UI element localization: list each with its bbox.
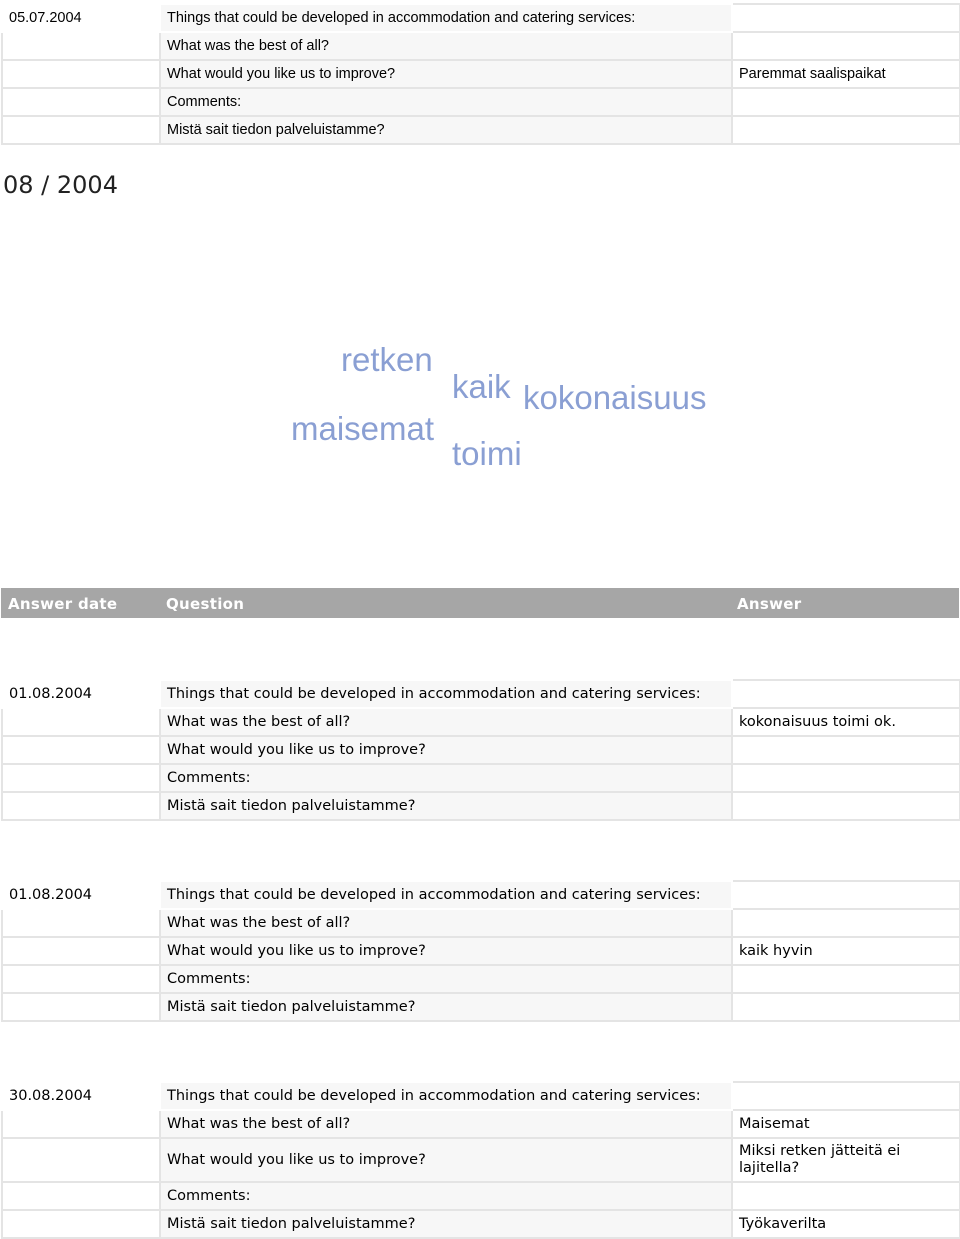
table-row <box>2 4 960 32</box>
word-cloud-word: kaik <box>452 368 511 405</box>
question-cell: Mistä sait tiedon palveluistamme? <box>160 1210 732 1238</box>
empty-cell <box>2 88 160 116</box>
empty-cell <box>2 764 160 792</box>
answer-cell <box>732 764 960 792</box>
table-row <box>2 792 960 820</box>
question-cell: What was the best of all? <box>160 32 732 60</box>
question-cell: Things that could be developed in accommodation and catering services: <box>160 881 732 909</box>
answer-cell: Paremmat saalispaikat <box>732 60 960 88</box>
answer-cell: Maisemat <box>732 1110 960 1138</box>
empty-cell <box>2 1182 160 1210</box>
answer-date: 01.08.2004 <box>2 680 160 708</box>
word-cloud-word: maisemat <box>291 410 435 447</box>
table-row <box>2 116 960 144</box>
answer-cell <box>732 993 960 1021</box>
question-cell: Comments: <box>160 1182 732 1210</box>
answer-block <box>1 679 960 821</box>
table-row <box>2 1082 960 1110</box>
empty-cell <box>2 708 160 736</box>
answer-cell <box>732 680 960 708</box>
empty-cell <box>2 965 160 993</box>
table-row <box>2 764 960 792</box>
question-cell: Things that could be developed in accommodation and catering services: <box>160 4 732 32</box>
empty-cell <box>2 993 160 1021</box>
answer-date: 01.08.2004 <box>2 881 160 909</box>
table-row <box>2 1210 960 1238</box>
empty-cell <box>2 736 160 764</box>
column-header-answer: Answer <box>737 595 802 613</box>
question-cell: What was the best of all? <box>160 708 732 736</box>
table-row <box>2 965 960 993</box>
answer-cell <box>732 909 960 937</box>
empty-cell <box>2 1110 160 1138</box>
empty-cell <box>2 937 160 965</box>
answer-cell <box>732 1182 960 1210</box>
table-row <box>2 680 960 708</box>
answer-date: 05.07.2004 <box>2 4 160 32</box>
question-cell: What was the best of all? <box>160 1110 732 1138</box>
table-row <box>2 32 960 60</box>
question-cell: Mistä sait tiedon palveluistamme? <box>160 116 732 144</box>
question-cell: Things that could be developed in accommodation and catering services: <box>160 680 732 708</box>
table-header <box>1 588 959 618</box>
question-cell: Things that could be developed in accommodation and catering services: <box>160 1082 732 1110</box>
answer-block <box>1 3 960 145</box>
answer-cell <box>732 88 960 116</box>
question-cell: Comments: <box>160 764 732 792</box>
empty-cell <box>2 60 160 88</box>
empty-cell <box>2 1210 160 1238</box>
answer-date: 30.08.2004 <box>2 1082 160 1110</box>
table-row <box>2 88 960 116</box>
answer-cell <box>732 736 960 764</box>
column-header-question: Question <box>166 595 245 613</box>
question-cell: What would you like us to improve? <box>160 60 732 88</box>
table-row <box>2 1138 960 1182</box>
word-cloud-word: retken <box>341 341 433 378</box>
answer-cell <box>732 32 960 60</box>
question-cell: Mistä sait tiedon palveluistamme? <box>160 792 732 820</box>
column-header-date: Answer date <box>8 595 118 613</box>
empty-cell <box>2 909 160 937</box>
question-cell: What would you like us to improve? <box>160 736 732 764</box>
answer-cell: kaik hyvin <box>732 937 960 965</box>
answer-cell: kokonaisuus toimi ok. <box>732 708 960 736</box>
table-row <box>2 881 960 909</box>
table-row <box>2 60 960 88</box>
question-cell: Mistä sait tiedon palveluistamme? <box>160 993 732 1021</box>
question-cell: What would you like us to improve? <box>160 1138 732 1182</box>
table-row <box>2 993 960 1021</box>
month-heading: 08 / 2004 <box>3 171 118 199</box>
answer-cell <box>732 965 960 993</box>
table-row <box>2 1110 960 1138</box>
empty-cell <box>2 32 160 60</box>
table-row <box>2 1182 960 1210</box>
answer-cell <box>732 792 960 820</box>
answer-cell: Työkaverilta <box>732 1210 960 1238</box>
answer-cell <box>732 1082 960 1110</box>
answer-cell: Miksi retken jätteitä ei lajitella? <box>732 1138 960 1182</box>
answer-cell <box>732 4 960 32</box>
word-cloud-word: kokonaisuus <box>523 379 707 416</box>
question-cell: What would you like us to improve? <box>160 937 732 965</box>
answer-block <box>1 1081 960 1239</box>
question-cell: Comments: <box>160 965 732 993</box>
table-row <box>2 708 960 736</box>
empty-cell <box>2 792 160 820</box>
answer-cell <box>732 881 960 909</box>
table-row <box>2 937 960 965</box>
answer-cell <box>732 116 960 144</box>
word-cloud-word: toimi <box>452 435 522 472</box>
empty-cell <box>2 116 160 144</box>
empty-cell <box>2 1138 160 1182</box>
table-row <box>2 736 960 764</box>
answer-block <box>1 880 960 1022</box>
question-cell: Comments: <box>160 88 732 116</box>
question-cell: What was the best of all? <box>160 909 732 937</box>
table-row <box>2 909 960 937</box>
